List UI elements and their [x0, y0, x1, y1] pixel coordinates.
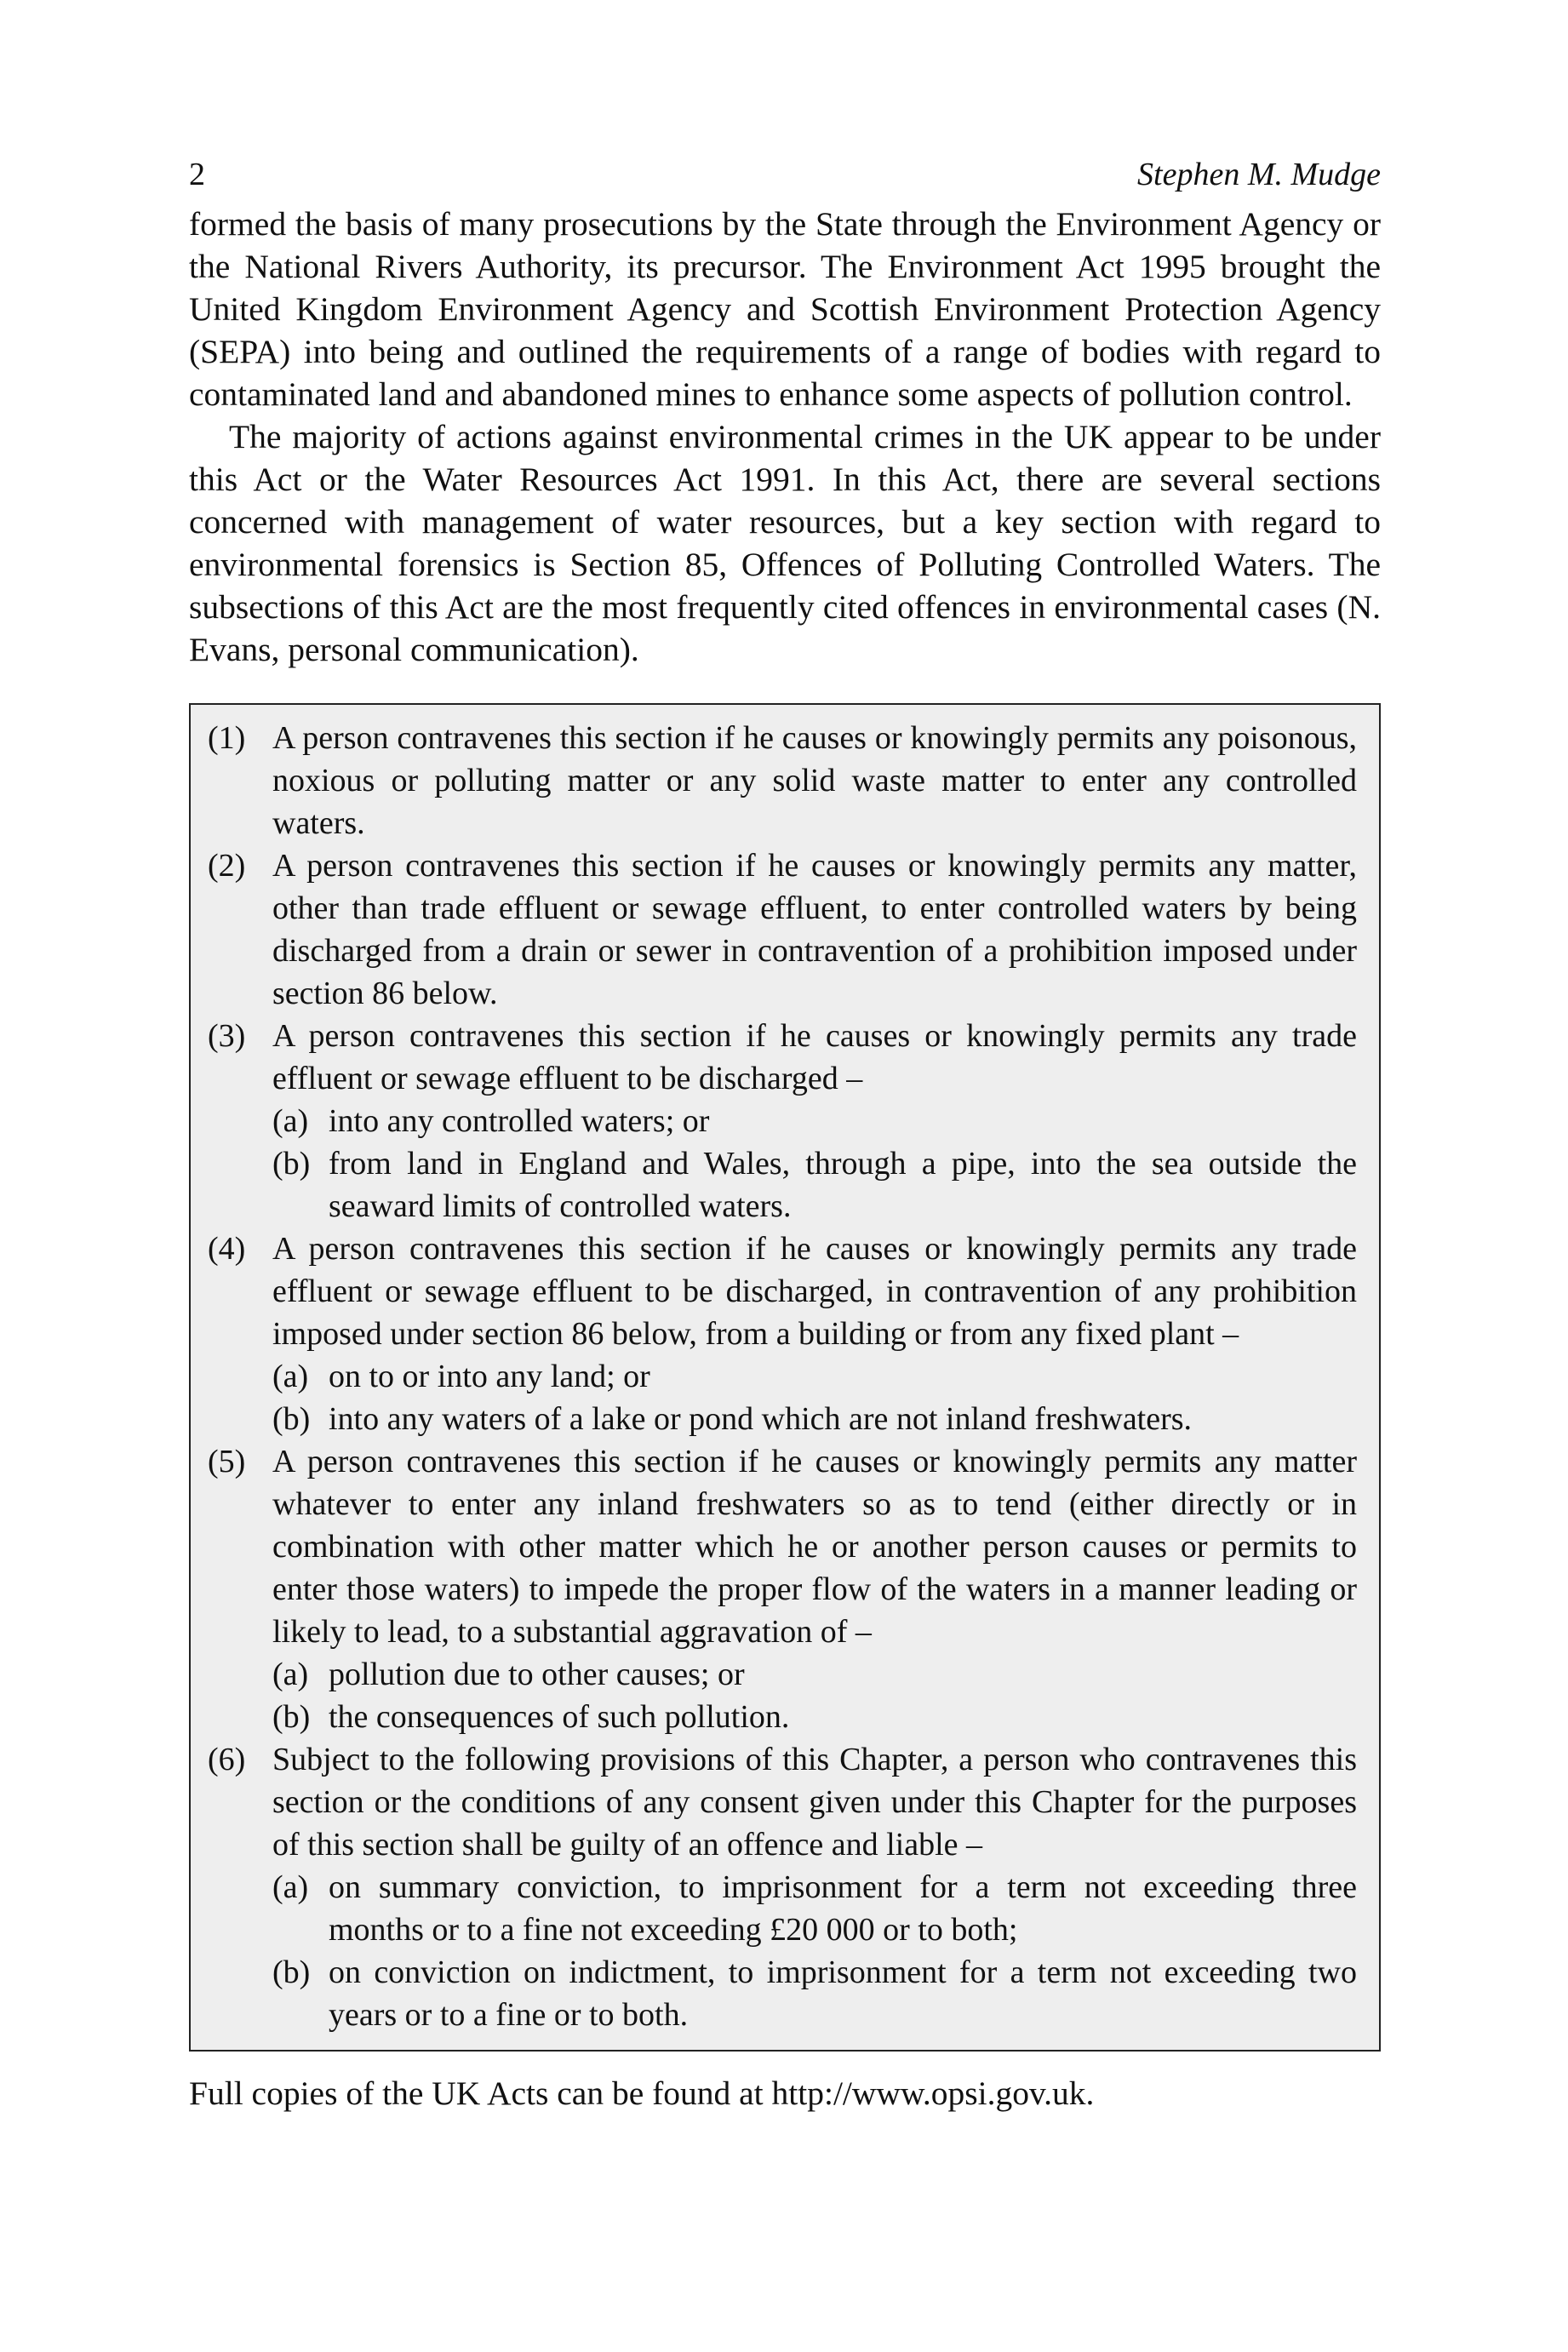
subclause-text: on summary conviction, to imprisonment for a term not exceeding three months or to a fine not exceeding £20 000 or to both; [329, 1869, 1357, 1948]
page-number: 2 [189, 157, 205, 192]
footer-note: Full copies of the UK Acts can be found at http://www.opsi.gov.uk. [189, 2074, 1095, 2112]
subclause-text: from land in England and Wales, through a pipe, into the sea outside the seaward limits of controlled waters. [329, 1146, 1357, 1224]
clause-text: A person contravenes this section if he causes or knowingly permits any poisonous, noxious or polluting matter or any solid waste matter to enter any controlled waters. [272, 720, 1357, 841]
paragraph-2: The majority of actions against environmental crimes in the UK appear to be under this Act or the Water Resources Act 1991. In this Act, there are several sections concerned with management of water resources, but a key section with regard to environmental forensics is Section 85, Offences of Polluting Controlled Waters. The subsections of this Act are the most frequently cited offences in environmental cases (N. Evans, personal communication). [189, 418, 1381, 668]
clause-text: A person contravenes this section if he causes or knowingly permits any trade effluent or sewage effluent to be discharged – [272, 1018, 1357, 1096]
subclause-text: the consequences of such pollution. [329, 1699, 790, 1735]
subclause-letter: (a) [272, 1103, 309, 1139]
clause-number: (4) [208, 1231, 246, 1267]
clause-number: (6) [208, 1742, 246, 1777]
clause-1 [208, 717, 1357, 844]
clause-number: (5) [208, 1444, 246, 1479]
clause-number: (1) [208, 720, 246, 756]
clause-4 [208, 1228, 1357, 1440]
subclause [272, 1398, 1357, 1440]
subclause-letter: (b) [272, 1146, 311, 1182]
body-text [189, 203, 1381, 671]
clause-5 [208, 1440, 1357, 1738]
subclause-letter: (b) [272, 1699, 311, 1735]
running-head [189, 153, 1381, 203]
subclause-text: on to or into any land; or [329, 1359, 650, 1394]
clause-2 [208, 844, 1357, 1015]
subclause [272, 1653, 1357, 1696]
subclause-text: into any controlled waters; or [329, 1103, 710, 1139]
subclause [272, 1142, 1357, 1228]
clause-text: A person contravenes this section if he causes or knowingly permits any trade effluent or sewage effluent to be discharged, in contravention of any prohibition imposed under section 86 below, from a building or from any fixed plant – [272, 1231, 1357, 1352]
running-author: Stephen M. Mudge [1137, 157, 1381, 192]
page [189, 153, 1381, 2115]
subclause-letter: (a) [272, 1869, 309, 1905]
clause-6 [208, 1738, 1357, 2036]
subclause-letter: (b) [272, 1954, 311, 1990]
subclause [272, 1951, 1357, 2036]
subclause [272, 1696, 1357, 1738]
clause-number: (3) [208, 1018, 246, 1054]
paragraph-1: formed the basis of many prosecutions by the State through the Environment Agency or the National Rivers Authority, its precursor. The Environment Act 1995 brought the United Kingdom Environment Agency and Scottish Environment Protection Agency (SEPA) into being and outlined the requirements of a range of bodies with regard to contaminated land and abandoned mines to enhance some aspects of pollution control. [189, 205, 1381, 413]
subclause-letter: (a) [272, 1359, 309, 1394]
subclause [272, 1355, 1357, 1398]
subclause-letter: (b) [272, 1401, 311, 1437]
subclause [272, 1866, 1357, 1951]
subclause-text: pollution due to other causes; or [329, 1657, 745, 1692]
clause-text: Subject to the following provisions of this Chapter, a person who contravenes this section or the conditions of any consent given under this Chapter for the purposes of this section shall be guilty of an offence and liable – [272, 1742, 1357, 1863]
clause-text: A person contravenes this section if he causes or knowingly permits any matter whatever to enter any inland freshwaters so as to tend (either directly or in combination with other matter which he or another person causes or permits to enter those waters) to impede the proper flow of the waters in a manner leading or likely to lead, to a substantial aggravation of – [272, 1444, 1357, 1650]
clause-text: A person contravenes this section if he causes or knowingly permits any matter, other than trade effluent or sewage effluent, to enter controlled waters by being discharged from a drain or sewer in contravention of a prohibition imposed under section 86 below. [272, 848, 1357, 1011]
clause-3 [208, 1015, 1357, 1228]
subclause-letter: (a) [272, 1657, 309, 1692]
subclause [272, 1100, 1357, 1142]
subclause-text: on conviction on indictment, to imprisonment for a term not exceeding two years or to a fine or to both. [329, 1954, 1357, 2033]
clause-number: (2) [208, 848, 246, 884]
subclause-text: into any waters of a lake or pond which are not inland freshwaters. [329, 1401, 1193, 1437]
statute-box [189, 703, 1381, 2052]
